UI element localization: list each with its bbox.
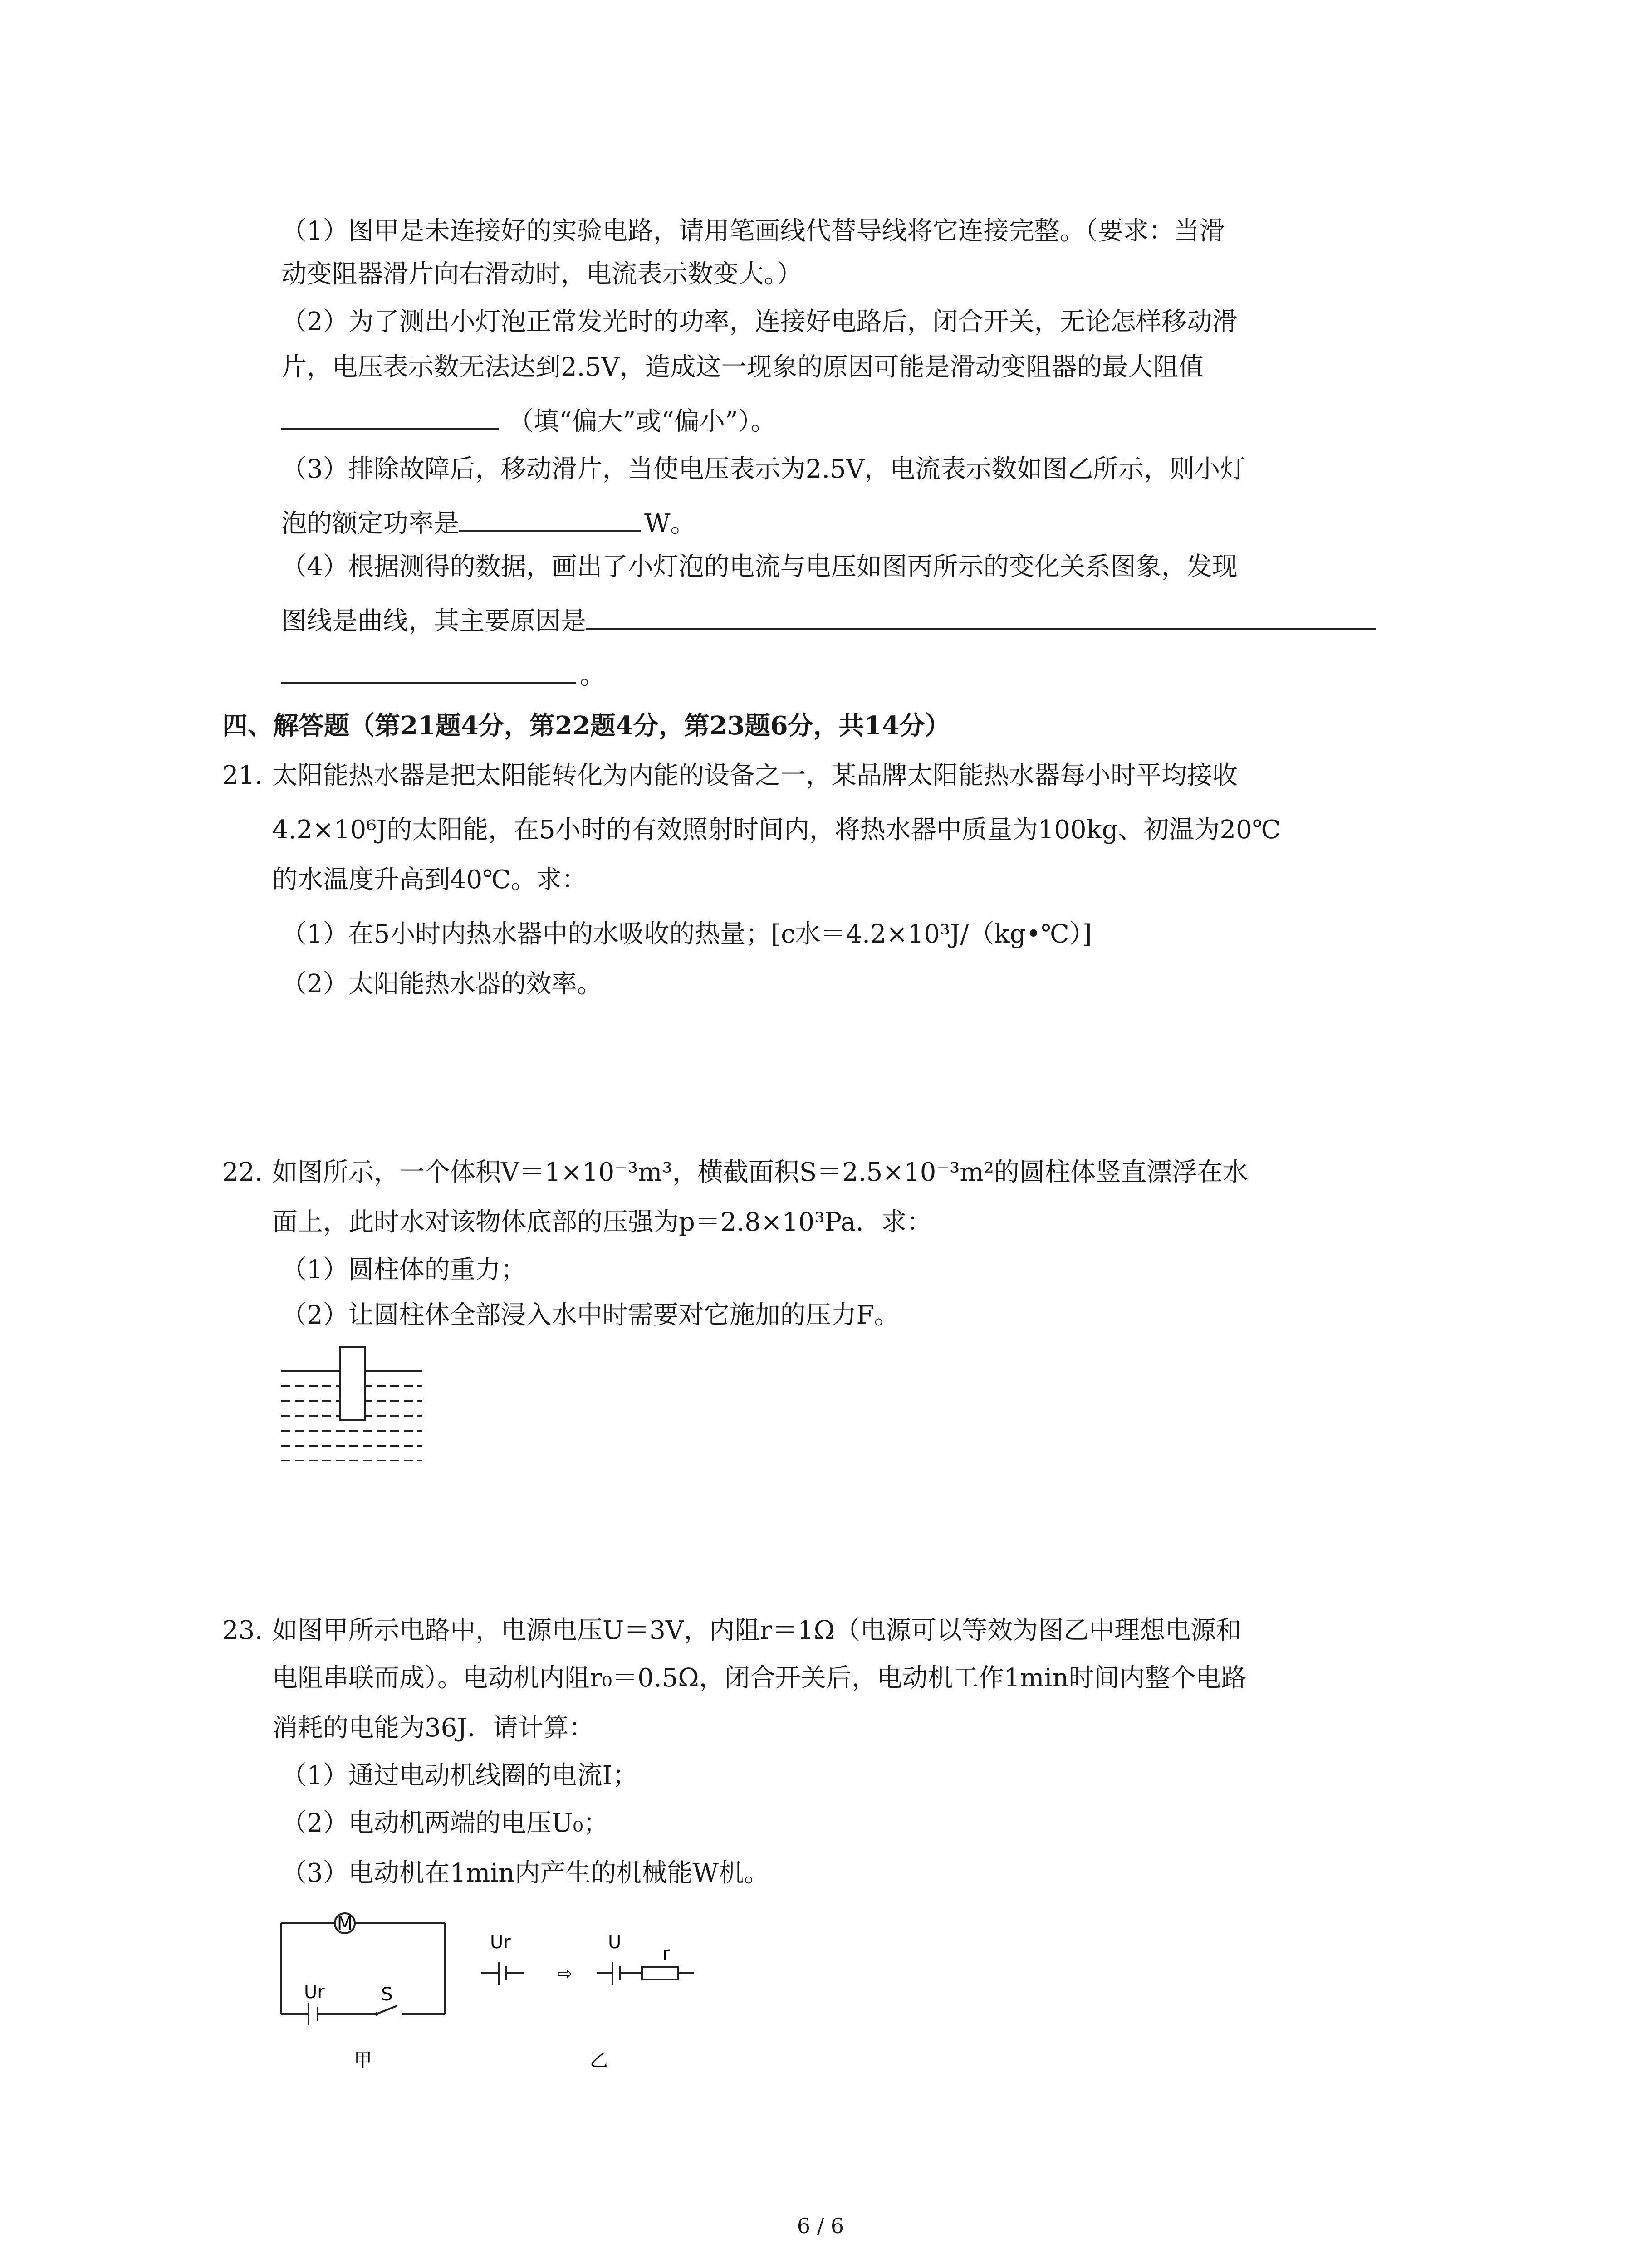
q2-line3-row bbox=[281, 399, 776, 440]
cylinder-shape bbox=[340, 1347, 365, 1420]
resistor-symbol bbox=[642, 1967, 678, 1980]
q22-sub1: （1）圆柱体的重力； bbox=[281, 1255, 526, 1285]
q3-line2a: 泡的额定功率是 bbox=[281, 509, 459, 538]
answer-blank-q4b[interactable] bbox=[281, 653, 576, 684]
q4-line1: （4）根据测得的数据，画出了小灯泡的电流与电压如图丙所示的变化关系图象，发现 bbox=[281, 552, 1238, 582]
q1-line1: （1）图甲是未连接好的实验电路，请用笔画线代替导线将它连接完整。（要求：当滑 bbox=[281, 216, 1225, 246]
q23-sub2: （2）电动机两端的电压U₀； bbox=[281, 1809, 609, 1838]
source-label-b2: U bbox=[608, 1932, 622, 1953]
q3-line2b: W。 bbox=[644, 509, 696, 538]
q4-line2-row bbox=[281, 599, 1376, 640]
q3-line1: （3）排除故障后，移动滑片，当使电压表示为2.5V，电流表示数如图乙所示，则小灯 bbox=[281, 455, 1246, 484]
circuit-figure-b bbox=[481, 1928, 717, 2077]
switch-blade bbox=[377, 2006, 397, 2014]
q21-sub1: （1）在5小时内热水器中的水吸收的热量；[c水＝4.2×10³J/（kg•℃）] bbox=[281, 919, 1092, 949]
q4-line3-row bbox=[281, 653, 605, 694]
answer-blank-q2[interactable] bbox=[281, 399, 499, 430]
caption-b: 乙 bbox=[590, 2050, 608, 2071]
q4-line2: 图线是曲线，其主要原因是 bbox=[281, 606, 586, 636]
resistor-label: r bbox=[662, 1943, 670, 1964]
q2-line1: （2）为了测出小灯泡正常发光时的功率，连接好电路后，闭合开关，无论怎样移动滑 bbox=[281, 307, 1238, 337]
q2-line3: （填“偏大”或“偏小”）。 bbox=[508, 407, 776, 436]
q23-line2: 电阻串联而成）。电动机内阻r₀＝0.5Ω，闭合开关后，电动机工作1min时间内整个电路 bbox=[272, 1663, 1247, 1693]
source-label-b1: Ur bbox=[490, 1932, 511, 1953]
answer-blank-q3[interactable] bbox=[459, 501, 641, 532]
switch-label: S bbox=[381, 1984, 393, 2005]
section-heading: 四、解答题（第21题4分，第22题4分，第23题6分，共14分） bbox=[222, 711, 950, 741]
circuit-figure-a bbox=[272, 1905, 463, 2077]
caption-a: 甲 bbox=[354, 2050, 372, 2071]
q23-number: 23. bbox=[222, 1616, 263, 1645]
q21-line2: 4.2×10⁶J的太阳能，在5小时的有效照射时间内，将热水器中质量为100kg、初温为20℃ bbox=[272, 815, 1281, 845]
real-source-b2 bbox=[597, 1962, 694, 1984]
q4-line3: 。 bbox=[580, 661, 605, 690]
q23-line1: 如图甲所示电路中，电源电压U＝3V，内阻r＝1Ω（电源可以等效为图乙中理想电源和 bbox=[272, 1616, 1242, 1645]
q21-sub2: （2）太阳能热水器的效率。 bbox=[281, 969, 603, 999]
q22-sub2: （2）让圆柱体全部浸入水中时需要对它施加的压力F。 bbox=[281, 1300, 900, 1330]
q23-line3: 消耗的电能为36J．请计算： bbox=[272, 1713, 594, 1743]
battery-symbol bbox=[309, 2003, 318, 2025]
source-label-a: Ur bbox=[304, 1982, 325, 2003]
q21-number: 21. bbox=[222, 761, 263, 790]
answer-blank-q4a[interactable] bbox=[586, 599, 1376, 630]
q22-line1: 如图所示，一个体积V＝1×10⁻³m³，横截面积S＝2.5×10⁻³m²的圆柱体竖直漂浮在水 bbox=[272, 1158, 1248, 1187]
q21-line3: 的水温度升高到40℃。求： bbox=[272, 865, 587, 894]
arrow-icon: ⇨ bbox=[557, 1963, 573, 1984]
page-number: 6 / 6 bbox=[797, 2214, 844, 2238]
motor-label: M bbox=[337, 1913, 353, 1934]
q1-line2: 动变阻器滑片向右滑动时，电流表示数变大。） bbox=[281, 259, 802, 289]
q22-number: 22. bbox=[222, 1158, 263, 1187]
q23-sub3: （3）电动机在1min内产生的机械能W机。 bbox=[281, 1858, 769, 1888]
q21-line1: 太阳能热水器是把太阳能转化为内能的设备之一，某品牌太阳能热水器每小时平均接收 bbox=[272, 761, 1238, 790]
q22-line2: 面上，此时水对该物体底部的压强为p＝2.8×10³Pa．求： bbox=[272, 1207, 932, 1237]
q2-line2: 片，电压表示数无法达到2.5V，造成这一现象的原因可能是滑动变阻器的最大阻值 bbox=[281, 352, 1204, 382]
ideal-source-b1 bbox=[481, 1962, 524, 1984]
q3-line2-row bbox=[281, 501, 696, 542]
q23-sub1: （1）通过电动机线圈的电流I； bbox=[281, 1761, 638, 1790]
floating-cylinder-figure bbox=[277, 1343, 431, 1479]
